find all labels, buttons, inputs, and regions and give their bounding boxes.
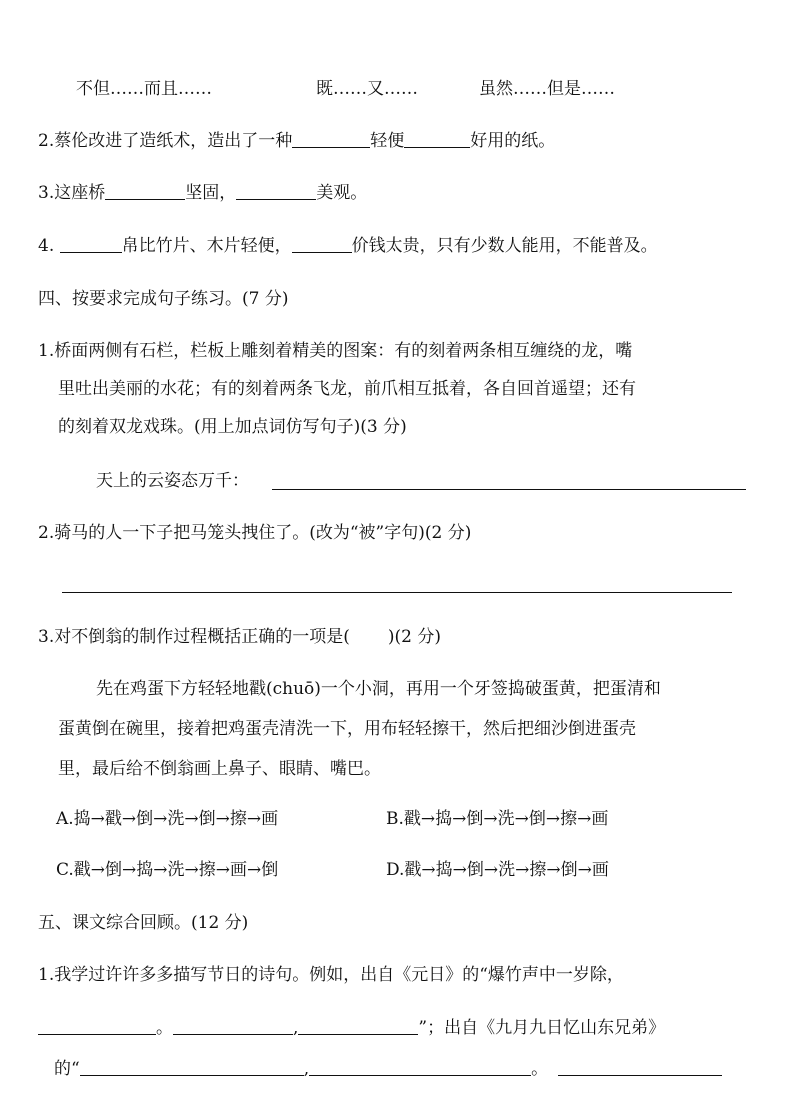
choice-option-b[interactable]: B.戳→捣→倒→洗→倒→擦→画 [386,809,609,829]
answer-blank[interactable] [292,129,370,148]
answer-blank[interactable] [298,1016,418,1035]
question-text: 。 [156,1018,173,1038]
answer-blank[interactable] [292,234,352,253]
passage-line: 里，最后给不倒翁画上鼻子、眼睛、嘴巴。 [58,759,381,779]
section-heading-4: 四、按要求完成句子练习。(7 分) [38,289,289,309]
choice-option-c[interactable]: C.戳→倒→捣→洗→擦→画→倒 [56,860,279,880]
question-line: 1.我学过许许多多描写节日的诗句。例如，出自《元日》的“爆竹声中一岁除， [38,965,624,985]
question-line: 2.骑马的人一下子把马笼头拽住了。(改为“被”字句)(2 分) [38,523,472,543]
question-text: 坚固， [185,183,237,203]
poem-fill-line [38,1016,665,1040]
answer-line[interactable] [272,489,746,490]
passage-line: 先在鸡蛋下方轻轻地戳(chuō)一个小洞，再用一个牙签捣破蛋黄，把蛋清和 [96,679,661,699]
answer-blank[interactable] [173,1016,293,1035]
question-text: 轻便 [370,131,405,151]
answer-blank[interactable] [236,181,316,200]
question-text: 。 [531,1059,549,1079]
passage-line: 蛋黄倒在碗里，接着把鸡蛋壳清洗一下，用布轻轻擦干，然后把细沙倒进蛋壳 [58,719,636,739]
conjunction-option: 不但……而且…… [76,79,212,99]
answer-blank[interactable] [558,1057,722,1076]
answer-line[interactable] [62,592,732,593]
question-text: 的“ [54,1059,80,1079]
question-line: 的刻着双龙戏珠。(用上加点词仿写句子)(3 分) [58,417,407,437]
choice-option-d[interactable]: D.戳→捣→倒→洗→擦→倒→画 [386,860,609,880]
question-line: 里吐出美丽的水花；有的刻着两条飞龙，前爪相互抵着，各自回首遥望；还有 [58,379,636,399]
answer-blank[interactable] [309,1057,531,1076]
fill-question-4 [38,234,658,258]
fill-question-3 [38,181,367,205]
writing-prompt: 天上的云姿态万千： [96,471,249,491]
conjunction-option: 虽然……但是…… [479,79,615,99]
question-text: 4. [38,236,55,256]
question-text: 帛比竹片、木片轻便， [121,236,292,256]
question-text: , [293,1018,299,1038]
question-text: 好用的纸。 [470,131,556,151]
question-text: 2.蔡伦改进了造纸术，造出了一种 [38,131,293,151]
question-line: 1.桥面两侧有石栏，栏板上雕刻着精美的图案：有的刻着两条相互缠绕的龙，嘴 [38,341,633,361]
fill-question-2 [38,129,555,153]
answer-blank[interactable] [105,181,185,200]
question-text: 3.对不倒翁的制作过程概括正确的一项是( [38,627,350,647]
question-text: 3.这座桥 [38,183,106,203]
conjunction-option: 既……又…… [316,79,418,99]
poem-fill-line [54,1057,722,1081]
question-text: )(2 分) [387,627,441,647]
answer-blank[interactable] [38,1016,156,1035]
question-text: , [303,1059,310,1079]
choice-question-3 [38,625,441,649]
question-text: 价钱太贵，只有少数人能用，不能普及。 [351,236,658,256]
choice-option-a[interactable]: A.捣→戳→倒→洗→倒→擦→画 [56,809,279,829]
question-text: ”；出自《九月九日忆山东兄弟》 [418,1018,666,1038]
section-heading-5: 五、课文综合回顾。(12 分) [38,913,249,933]
answer-blank[interactable] [404,129,470,148]
answer-blank[interactable] [60,234,122,253]
answer-blank[interactable] [80,1057,304,1076]
question-text: 美观。 [316,183,368,203]
